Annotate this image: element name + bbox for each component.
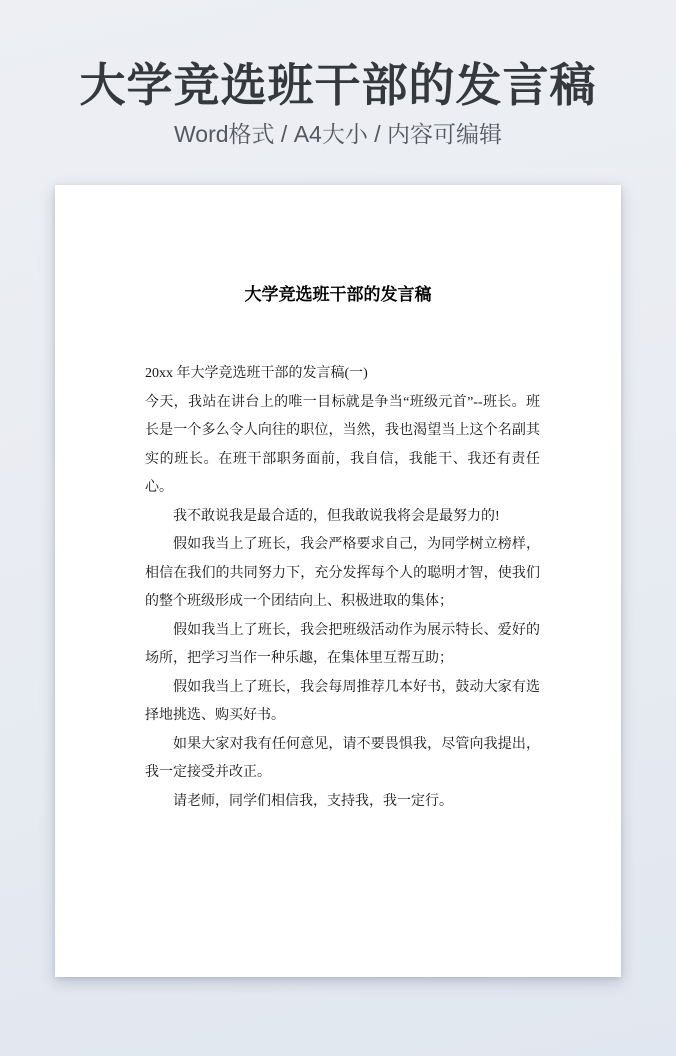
doc-paragraph: 假如我当上了班长，我会每周推荐几本好书，鼓动大家有选择地挑选、购买好书。 <box>145 679 540 723</box>
page-subtitle: Word格式 / A4大小 / 内容可编辑 <box>173 121 502 147</box>
doc-paragraph: 假如我当上了班长，我会把班级活动作为展示特长、爱好的场所，把学习当作一种乐趣，在集体里互帮互助； <box>145 622 540 666</box>
doc-paragraph: 请老师，同学们相信我，支持我，我一定行。 <box>173 793 453 809</box>
a4-paper-preview <box>55 185 621 977</box>
doc-paragraph: 如果大家对我有任何意见，请不要畏惧我，尽管向我提出，我一定接受并改正。 <box>145 736 540 780</box>
page-header <box>0 58 676 149</box>
doc-paragraph: 20xx 年大学竞选班干部的发言稿(一) <box>145 366 368 381</box>
document-title: 大学竞选班干部的发言稿 <box>244 285 432 304</box>
document-body <box>55 360 621 816</box>
doc-paragraph: 我不敢说我是最合适的，但我敢说我将会是最努力的! <box>173 508 500 524</box>
page-title: 大学竞选班干部的发言稿 <box>79 59 597 111</box>
doc-paragraph: 今天，我站在讲台上的唯一目标就是争当“班级元首”--班长。班长是一个多么令人向往的职位，当然，我也渴望当上这个名副其实的班长。在班干部职务面前，我自信，我能干、我还有责任心。 <box>145 394 540 495</box>
doc-paragraph: 假如我当上了班长，我会严格要求自己，为同学树立榜样，相信在我们的共同努力下，充分发挥每个人的聪明才智，使我们的整个班级形成一个团结向上、积极进取的集体； <box>145 537 540 609</box>
